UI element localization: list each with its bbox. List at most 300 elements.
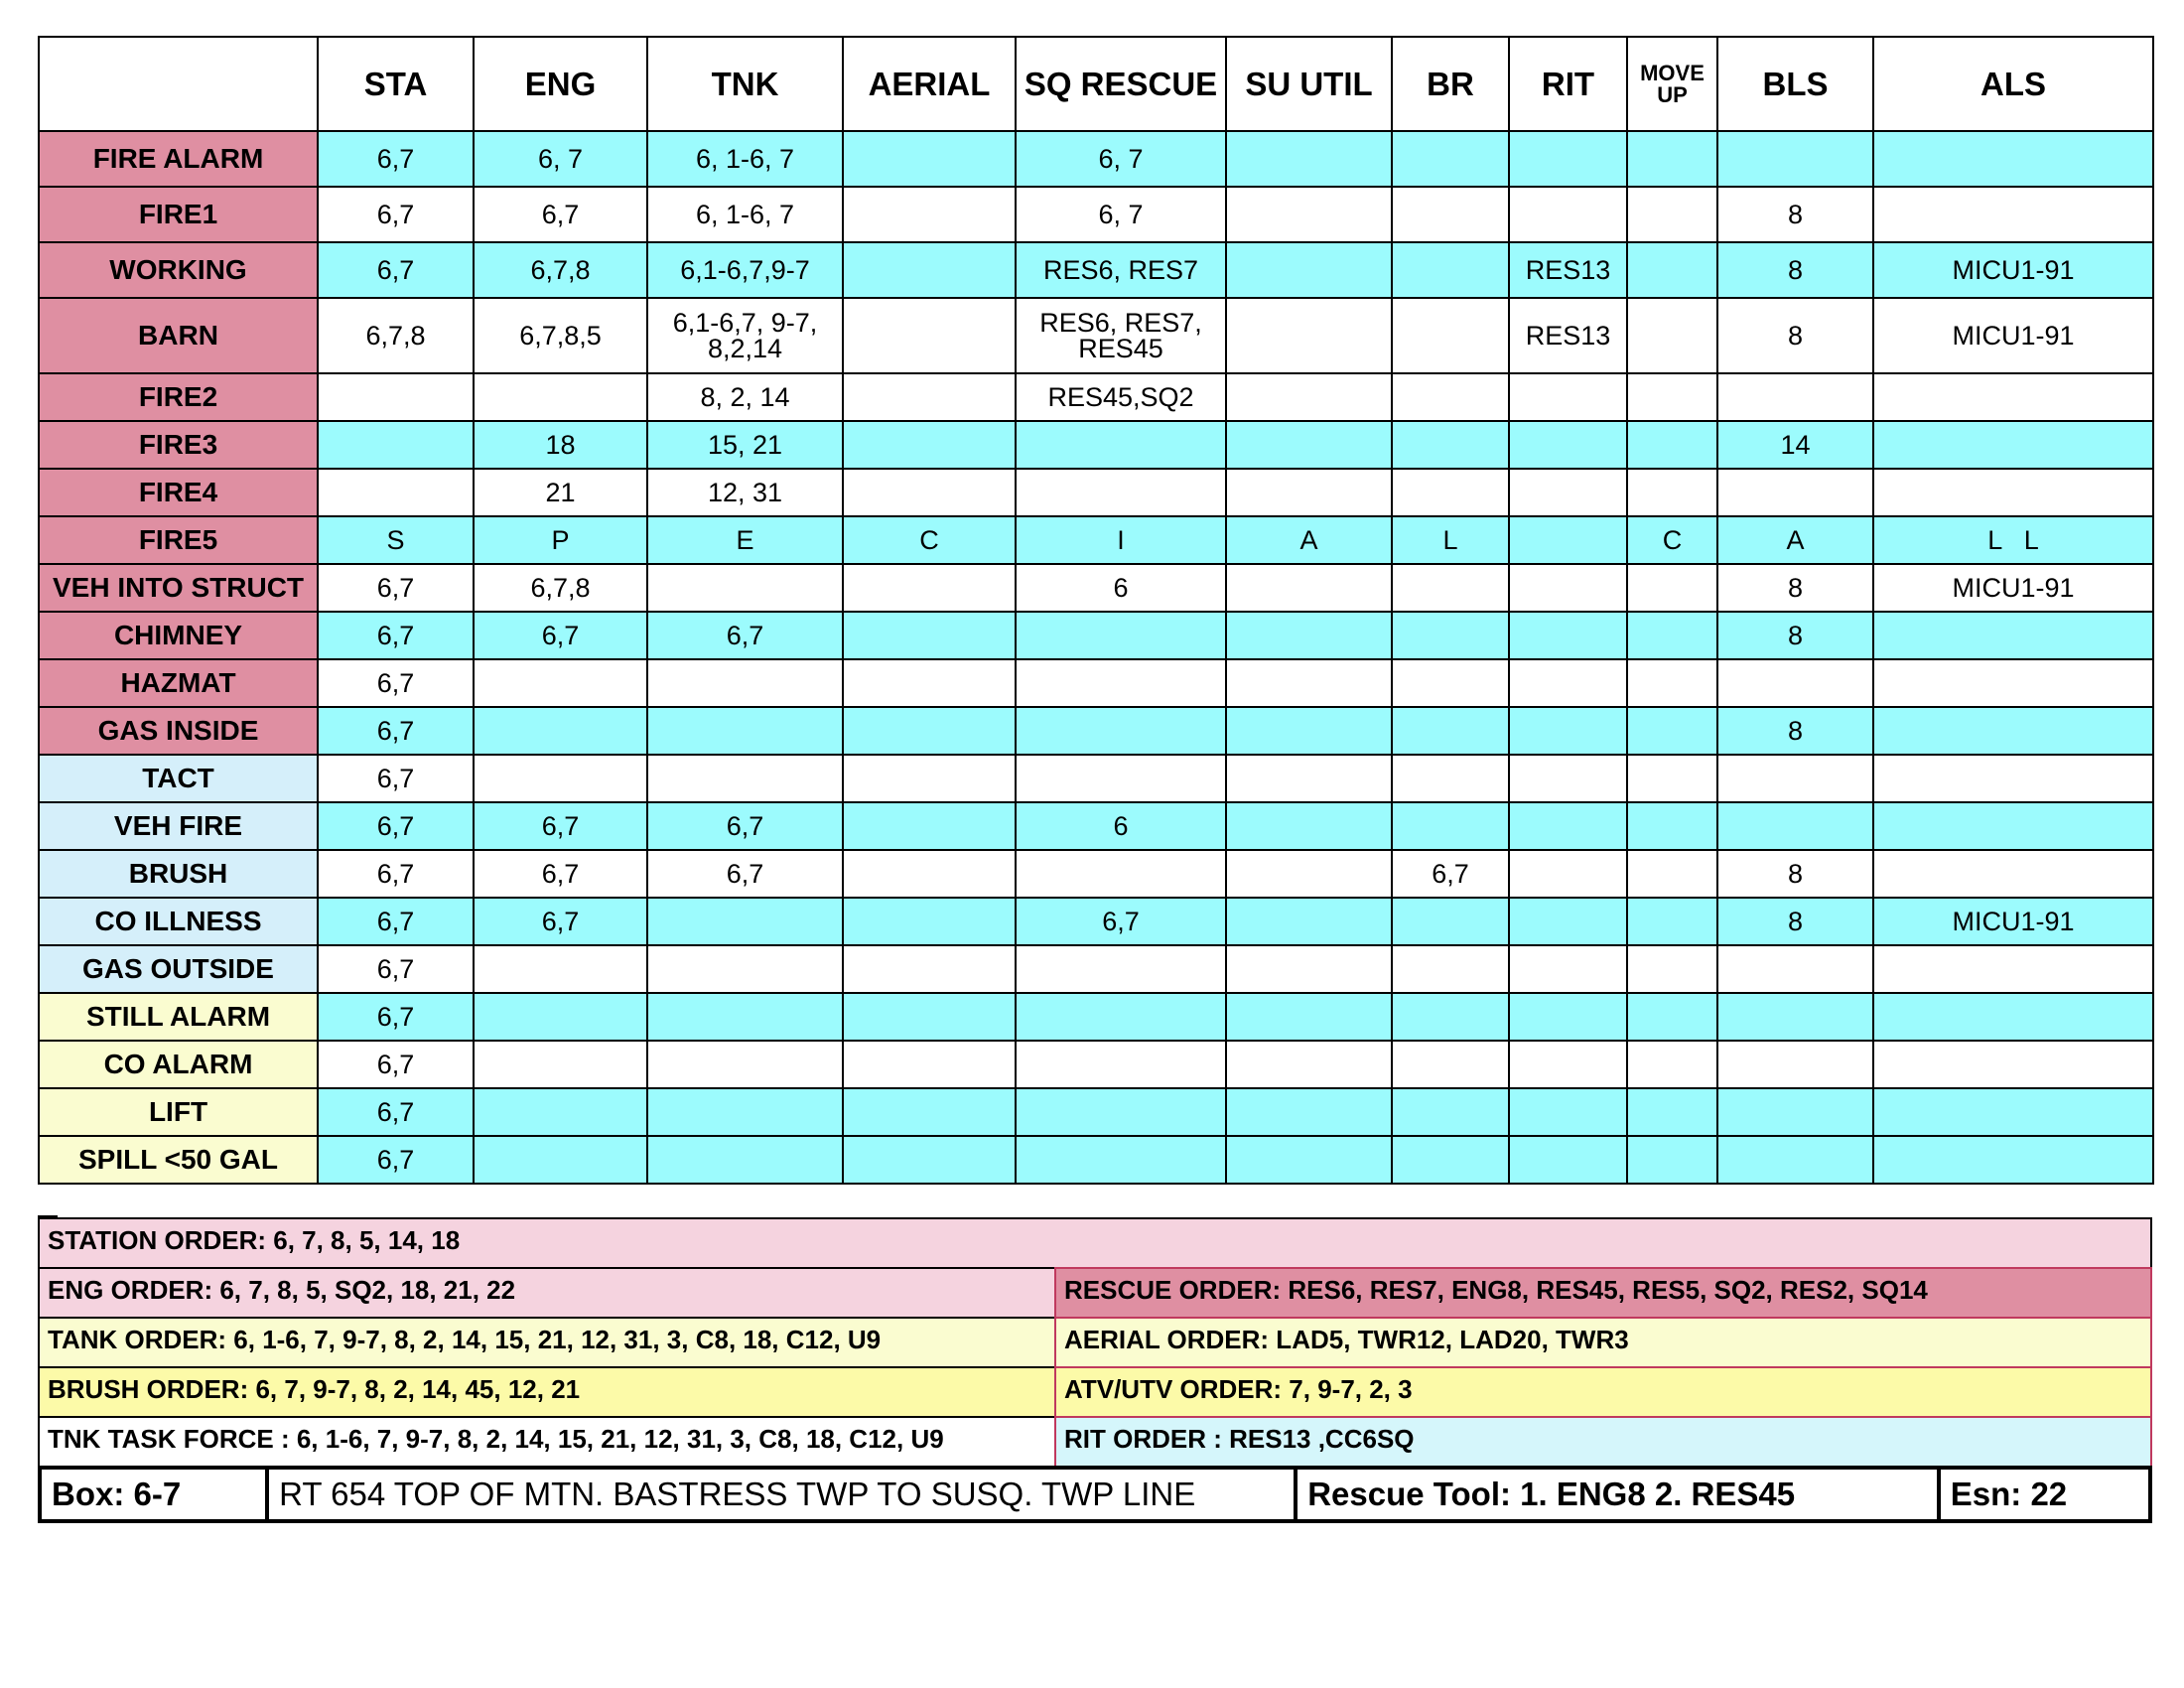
table-cell	[1016, 1136, 1226, 1184]
column-header: AERIAL	[843, 37, 1016, 131]
response-table	[38, 36, 2154, 1185]
table-cell: A	[1226, 516, 1392, 564]
table-cell: 6,7,8	[474, 242, 647, 298]
table-cell	[1016, 612, 1226, 659]
table-cell	[843, 131, 1016, 187]
table-cell: 6, 1-6, 7	[647, 187, 843, 242]
table-cell: 8	[1717, 298, 1873, 373]
table-cell: 6, 7	[1016, 131, 1226, 187]
table-cell	[474, 1041, 647, 1088]
table-cell	[1509, 659, 1627, 707]
table-cell	[1016, 1088, 1226, 1136]
table-cell	[843, 298, 1016, 373]
table-cell	[1392, 421, 1509, 469]
table-cell	[1226, 1041, 1392, 1088]
table-cell	[1392, 1088, 1509, 1136]
table-cell	[1226, 898, 1392, 945]
table-cell	[1717, 469, 1873, 516]
table-row	[39, 298, 2153, 373]
row-label: FIRE3	[39, 421, 318, 469]
table-cell	[1226, 187, 1392, 242]
table-cell	[1873, 850, 2153, 898]
table-cell: 6,7,8	[318, 298, 474, 373]
table-cell: 6,7	[318, 1041, 474, 1088]
esn: Esn: 22	[1937, 1470, 2148, 1519]
table-cell	[1627, 1041, 1717, 1088]
tank-order: TANK ORDER: 6, 1-6, 7, 9-7, 8, 2, 14, 15, 21, 12, 31, 3, C8, 18, C12, U9	[38, 1317, 1056, 1368]
table-cell: MICU1-91	[1873, 298, 2153, 373]
table-cell	[474, 707, 647, 755]
table-cell: 6,7	[647, 850, 843, 898]
table-cell	[1873, 469, 2153, 516]
table-cell	[1627, 1136, 1717, 1184]
table-cell	[1226, 755, 1392, 802]
table-cell	[1509, 945, 1627, 993]
table-cell: 6,7	[647, 612, 843, 659]
table-cell	[843, 469, 1016, 516]
row-label: GAS INSIDE	[39, 707, 318, 755]
table-cell: 6,7	[474, 802, 647, 850]
table-row	[39, 755, 2153, 802]
table-cell: 6, 7	[1016, 187, 1226, 242]
table-row	[39, 612, 2153, 659]
rit-order: RIT ORDER : RES13 ,CC6SQ	[1054, 1416, 2152, 1468]
row-label: WORKING	[39, 242, 318, 298]
column-header: ALS	[1873, 37, 2153, 131]
table-cell	[1392, 993, 1509, 1041]
row-label: FIRE ALARM	[39, 131, 318, 187]
table-cell	[1627, 298, 1717, 373]
row-label: SPILL <50 GAL	[39, 1136, 318, 1184]
row-label: TACT	[39, 755, 318, 802]
table-cell: L	[1392, 516, 1509, 564]
table-cell	[1392, 469, 1509, 516]
table-cell: 6,7	[1016, 898, 1226, 945]
table-row	[39, 1088, 2153, 1136]
table-cell	[1873, 612, 2153, 659]
table-cell	[1873, 707, 2153, 755]
row-label: CHIMNEY	[39, 612, 318, 659]
table-cell	[843, 993, 1016, 1041]
table-cell	[1627, 802, 1717, 850]
table-cell: C	[843, 516, 1016, 564]
table-row	[39, 469, 2153, 516]
box-number: Box: 6-7	[52, 1476, 182, 1512]
rescue-tool: Rescue Tool: 1. ENG8 2. RES45	[1294, 1470, 1937, 1519]
table-row	[39, 131, 2153, 187]
table-cell	[647, 1136, 843, 1184]
table-cell	[1873, 993, 2153, 1041]
table-cell	[647, 659, 843, 707]
table-cell: A	[1717, 516, 1873, 564]
table-cell	[1509, 373, 1627, 421]
table-cell: 8, 2, 14	[647, 373, 843, 421]
table-cell	[1627, 564, 1717, 612]
table-cell	[1509, 421, 1627, 469]
table-cell	[1873, 1041, 2153, 1088]
table-cell	[1717, 945, 1873, 993]
table-cell	[1873, 945, 2153, 993]
table-cell	[1226, 993, 1392, 1041]
table-cell	[1717, 755, 1873, 802]
table-cell	[1509, 612, 1627, 659]
table-cell: S	[318, 516, 474, 564]
table-cell: 6,7	[318, 898, 474, 945]
table-cell	[1509, 469, 1627, 516]
table-cell	[1627, 131, 1717, 187]
table-cell	[1717, 1088, 1873, 1136]
table-cell: 6,7	[318, 1088, 474, 1136]
table-cell	[1873, 421, 2153, 469]
table-row	[39, 945, 2153, 993]
table-cell: 6,7	[318, 802, 474, 850]
row-label: LIFT	[39, 1088, 318, 1136]
table-cell	[1873, 187, 2153, 242]
table-cell	[1016, 850, 1226, 898]
table-cell	[1392, 187, 1509, 242]
table-row	[39, 1041, 2153, 1088]
table-cell: L L	[1873, 516, 2153, 564]
table-cell	[318, 469, 474, 516]
table-cell	[843, 755, 1016, 802]
aerial-order: AERIAL ORDER: LAD5, TWR12, LAD20, TWR3	[1054, 1317, 2152, 1368]
table-row	[39, 187, 2153, 242]
table-cell	[843, 1041, 1016, 1088]
row-label: GAS OUTSIDE	[39, 945, 318, 993]
table-cell: 8	[1717, 564, 1873, 612]
table-cell	[1717, 802, 1873, 850]
table-cell: 12, 31	[647, 469, 843, 516]
table-cell: 6, 7	[474, 131, 647, 187]
table-cell	[1226, 612, 1392, 659]
table-cell: 6, 1-6, 7	[647, 131, 843, 187]
table-cell: 6,7	[647, 802, 843, 850]
table-cell	[647, 707, 843, 755]
table-row	[39, 421, 2153, 469]
footer-bar	[38, 1466, 2152, 1523]
table-cell	[1226, 131, 1392, 187]
table-cell	[1226, 659, 1392, 707]
column-header: TNK	[647, 37, 843, 131]
table-cell	[1226, 802, 1392, 850]
table-cell	[1717, 993, 1873, 1041]
table-cell	[1717, 373, 1873, 421]
row-label: FIRE4	[39, 469, 318, 516]
table-cell	[1873, 755, 2153, 802]
location-description: RT 654 TOP OF MTN. BASTRESS TWP TO SUSQ. TWP LINE	[265, 1470, 1294, 1519]
table-cell	[1717, 659, 1873, 707]
table-row	[39, 707, 2153, 755]
table-cell: RES6, RES7, RES45	[1016, 298, 1226, 373]
table-cell	[1873, 131, 2153, 187]
table-cell	[1717, 1041, 1873, 1088]
table-cell	[474, 373, 647, 421]
table-cell	[1509, 516, 1627, 564]
table-cell	[843, 945, 1016, 993]
row-label: VEH INTO STRUCT	[39, 564, 318, 612]
row-label: BRUSH	[39, 850, 318, 898]
row-label: FIRE2	[39, 373, 318, 421]
table-cell	[1392, 802, 1509, 850]
eng-order: ENG ORDER: 6, 7, 8, 5, SQ2, 18, 21, 22	[38, 1267, 1056, 1319]
table-row	[39, 993, 2153, 1041]
table-cell: 6,7	[318, 850, 474, 898]
table-cell	[1392, 1136, 1509, 1184]
table-cell: 8	[1717, 707, 1873, 755]
table-cell	[1509, 1041, 1627, 1088]
table-cell	[843, 1136, 1016, 1184]
table-row	[39, 850, 2153, 898]
table-cell: 8	[1717, 187, 1873, 242]
table-cell	[1627, 993, 1717, 1041]
tnk-task-force: TNK TASK FORCE : 6, 1-6, 7, 9-7, 8, 2, 14, 15, 21, 12, 31, 3, C8, 18, C12, U9	[38, 1416, 1056, 1468]
table-cell	[1717, 1136, 1873, 1184]
table-cell: 6,7	[318, 993, 474, 1041]
table-cell: MICU1-91	[1873, 564, 2153, 612]
column-header: BR	[1392, 37, 1509, 131]
table-cell	[474, 1136, 647, 1184]
table-cell	[843, 707, 1016, 755]
table-cell	[1016, 659, 1226, 707]
table-cell	[1717, 131, 1873, 187]
table-cell: 8	[1717, 242, 1873, 298]
row-label: VEH FIRE	[39, 802, 318, 850]
header-corner	[39, 37, 318, 131]
table-cell	[647, 945, 843, 993]
table-cell: 6	[1016, 802, 1226, 850]
table-cell	[1627, 242, 1717, 298]
table-cell	[318, 373, 474, 421]
table-cell	[474, 945, 647, 993]
table-cell	[1627, 421, 1717, 469]
table-row	[39, 802, 2153, 850]
table-cell	[843, 659, 1016, 707]
table-cell	[474, 755, 647, 802]
table-cell	[1873, 659, 2153, 707]
table-cell	[1016, 993, 1226, 1041]
table-cell	[843, 564, 1016, 612]
row-label: CO ILLNESS	[39, 898, 318, 945]
table-cell: RES45,SQ2	[1016, 373, 1226, 421]
table-cell: 6	[1016, 564, 1226, 612]
table-cell	[647, 1041, 843, 1088]
table-cell	[1509, 187, 1627, 242]
table-cell	[1509, 755, 1627, 802]
table-cell: 18	[474, 421, 647, 469]
column-header: MOVE UP	[1627, 37, 1717, 131]
table-cell	[1392, 659, 1509, 707]
table-cell: 6,7	[318, 131, 474, 187]
run-card-sheet	[38, 36, 2152, 1185]
station-order: STATION ORDER: 6, 7, 8, 5, 14, 18	[38, 1217, 2152, 1269]
table-cell	[1226, 707, 1392, 755]
table-row	[39, 659, 2153, 707]
table-row	[39, 898, 2153, 945]
table-cell	[1627, 469, 1717, 516]
table-cell	[1509, 802, 1627, 850]
table-cell	[1392, 298, 1509, 373]
table-cell	[1392, 131, 1509, 187]
column-header: RIT	[1509, 37, 1627, 131]
table-cell	[1509, 993, 1627, 1041]
table-cell: 14	[1717, 421, 1873, 469]
table-cell: 6,1-6,7, 9-7, 8,2,14	[647, 298, 843, 373]
table-cell: 8	[1717, 898, 1873, 945]
table-cell	[1627, 659, 1717, 707]
table-cell	[1392, 755, 1509, 802]
table-cell	[1627, 1088, 1717, 1136]
table-cell: 6,7	[318, 242, 474, 298]
table-cell: 6,7,8,5	[474, 298, 647, 373]
column-header: ENG	[474, 37, 647, 131]
table-cell: 6,7	[318, 187, 474, 242]
row-label: FIRE5	[39, 516, 318, 564]
table-cell: 6,1-6,7,9-7	[647, 242, 843, 298]
row-label: CO ALARM	[39, 1041, 318, 1088]
table-cell	[474, 1088, 647, 1136]
table-cell: E	[647, 516, 843, 564]
table-cell: 6,7	[474, 612, 647, 659]
table-cell: 6,7	[474, 898, 647, 945]
table-row	[39, 1136, 2153, 1184]
table-cell	[843, 802, 1016, 850]
table-cell: 6,7	[474, 187, 647, 242]
table-cell	[1627, 612, 1717, 659]
orders-block	[38, 1217, 2152, 1521]
table-cell	[1392, 612, 1509, 659]
table-cell	[843, 850, 1016, 898]
row-label: STILL ALARM	[39, 993, 318, 1041]
table-cell	[1226, 945, 1392, 993]
table-cell: 21	[474, 469, 647, 516]
table-cell: 6,7,8	[474, 564, 647, 612]
table-cell	[1392, 564, 1509, 612]
table-cell	[1226, 469, 1392, 516]
table-cell: P	[474, 516, 647, 564]
table-cell: 6,7	[318, 612, 474, 659]
row-label: HAZMAT	[39, 659, 318, 707]
table-cell	[1873, 802, 2153, 850]
table-cell	[1509, 1136, 1627, 1184]
table-cell	[1392, 945, 1509, 993]
table-cell	[1392, 373, 1509, 421]
table-cell: RES13	[1509, 242, 1627, 298]
table-cell	[1873, 1088, 2153, 1136]
table-cell: 6,7	[1392, 850, 1509, 898]
table-cell	[1226, 242, 1392, 298]
table-cell	[1627, 373, 1717, 421]
table-cell	[1016, 421, 1226, 469]
table-cell: RES13	[1509, 298, 1627, 373]
column-header: SU UTIL	[1226, 37, 1392, 131]
table-cell	[1226, 298, 1392, 373]
table-cell	[1392, 242, 1509, 298]
table-cell	[1627, 850, 1717, 898]
table-cell: 6,7	[318, 945, 474, 993]
column-header: BLS	[1717, 37, 1873, 131]
table-row	[39, 373, 2153, 421]
table-cell	[1509, 1088, 1627, 1136]
table-cell	[1509, 564, 1627, 612]
table-cell	[843, 242, 1016, 298]
table-cell	[1392, 707, 1509, 755]
table-cell	[1627, 945, 1717, 993]
table-cell	[1016, 469, 1226, 516]
table-cell	[1627, 898, 1717, 945]
table-cell: 8	[1717, 850, 1873, 898]
table-cell	[1016, 1041, 1226, 1088]
table-row	[39, 242, 2153, 298]
table-cell	[1627, 755, 1717, 802]
table-cell: 6,7	[318, 659, 474, 707]
table-cell: 6,7	[318, 564, 474, 612]
table-cell	[1392, 898, 1509, 945]
table-cell: 6,7	[318, 707, 474, 755]
header-row	[39, 37, 2153, 131]
table-cell	[318, 421, 474, 469]
table-cell	[1226, 421, 1392, 469]
table-cell	[843, 1088, 1016, 1136]
table-cell	[647, 755, 843, 802]
table-cell	[1226, 1136, 1392, 1184]
table-cell	[647, 898, 843, 945]
table-cell: 6,7	[318, 1136, 474, 1184]
row-label: FIRE1	[39, 187, 318, 242]
column-header: STA	[318, 37, 474, 131]
table-cell	[1873, 1136, 2153, 1184]
table-cell	[1226, 373, 1392, 421]
table-cell	[843, 373, 1016, 421]
table-cell	[843, 187, 1016, 242]
table-cell	[647, 993, 843, 1041]
table-cell: MICU1-91	[1873, 898, 2153, 945]
table-cell	[647, 564, 843, 612]
table-row	[39, 564, 2153, 612]
table-cell	[843, 612, 1016, 659]
table-cell	[1016, 707, 1226, 755]
table-cell	[1509, 707, 1627, 755]
table-cell	[1509, 850, 1627, 898]
column-header: SQ RESCUE	[1016, 37, 1226, 131]
table-cell: I	[1016, 516, 1226, 564]
table-cell	[843, 421, 1016, 469]
table-cell: C	[1627, 516, 1717, 564]
table-cell	[1627, 187, 1717, 242]
table-cell: 8	[1717, 612, 1873, 659]
rescue-order: RESCUE ORDER: RES6, RES7, ENG8, RES45, RES5, SQ2, RES2, SQ14	[1054, 1267, 2152, 1319]
table-cell	[843, 898, 1016, 945]
table-cell: MICU1-91	[1873, 242, 2153, 298]
table-cell	[1873, 373, 2153, 421]
brush-order: BRUSH ORDER: 6, 7, 9-7, 8, 2, 14, 45, 12, 21	[38, 1366, 1056, 1418]
row-label: BARN	[39, 298, 318, 373]
table-cell	[1226, 1088, 1392, 1136]
table-row	[39, 516, 2153, 564]
table-cell: 6,7	[474, 850, 647, 898]
table-cell	[1226, 850, 1392, 898]
table-cell	[1392, 1041, 1509, 1088]
table-cell	[1016, 755, 1226, 802]
table-cell	[474, 993, 647, 1041]
table-cell	[1509, 131, 1627, 187]
table-cell	[1509, 898, 1627, 945]
table-cell	[647, 1088, 843, 1136]
table-cell	[1627, 707, 1717, 755]
atv-utv-order: ATV/UTV ORDER: 7, 9-7, 2, 3	[1054, 1366, 2152, 1418]
table-cell	[1226, 564, 1392, 612]
table-cell	[1016, 945, 1226, 993]
table-cell	[474, 659, 647, 707]
